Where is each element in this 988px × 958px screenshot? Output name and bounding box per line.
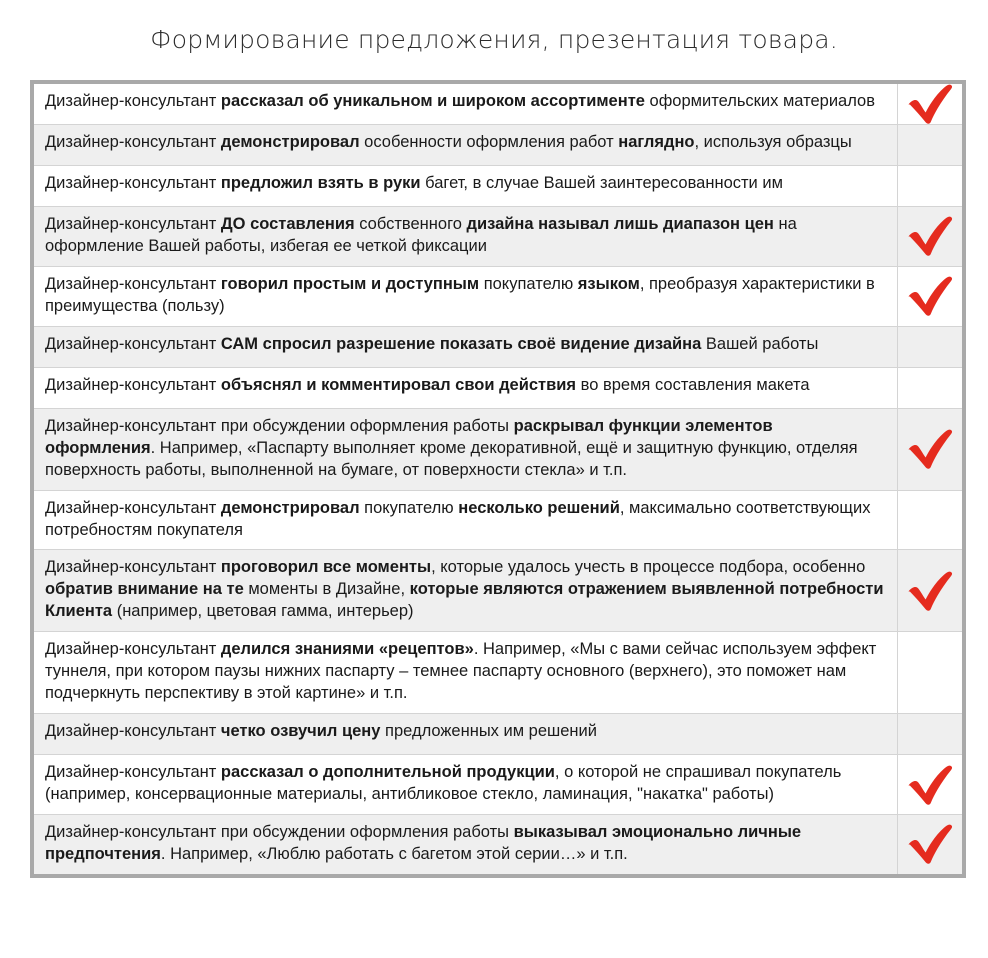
red-checkmark-icon xyxy=(907,84,953,124)
checklist-item-text xyxy=(34,491,898,550)
normal-text: Дизайнер-консультант xyxy=(45,375,221,394)
normal-text: , о которой не спрашивал покупатель (например, консервационные материалы, антибликовое стекло, ламинация, "накатка" работы) xyxy=(45,763,842,803)
checkmark-cell[interactable] xyxy=(898,714,962,754)
normal-text: , максимально соответствующих потребностям покупателя xyxy=(45,498,871,539)
emphasis-text: проговорил все моменты xyxy=(220,558,432,577)
emphasis-text: рассказал о дополнительной продукции xyxy=(220,763,555,782)
checkmark-cell[interactable] xyxy=(898,207,962,266)
emphasis-text: предложил взять в руки xyxy=(220,174,421,192)
checkmark-cell[interactable] xyxy=(898,125,962,165)
normal-text: моменты в Дизайне, xyxy=(243,580,410,599)
normal-text: на оформление Вашей работы, избегая ее четкой фиксации xyxy=(45,215,797,255)
emphasis-text: выказывал эмоционально личные предпочтения xyxy=(45,822,802,863)
normal-text: Дизайнер-консультант xyxy=(45,498,221,517)
checklist-table xyxy=(30,80,966,878)
normal-text: . Например, «Люблю работать с багетом этой серии…» и т.п. xyxy=(160,844,628,863)
checkmark-cell[interactable] xyxy=(898,166,962,206)
normal-text: Дизайнер-консультант xyxy=(45,722,221,741)
checklist-row[interactable] xyxy=(34,207,962,267)
checklist-row[interactable] xyxy=(34,267,962,327)
checklist-row[interactable] xyxy=(34,409,962,491)
checklist-row[interactable] xyxy=(34,125,962,166)
red-checkmark-icon xyxy=(907,276,953,316)
checklist-item-text xyxy=(34,207,898,266)
checkmark-cell[interactable] xyxy=(898,491,962,550)
red-checkmark-icon xyxy=(907,824,953,864)
normal-text: (например, цветовая гамма, интерьер) xyxy=(112,602,414,621)
emphasis-text: объяснял и комментировал свои действия xyxy=(220,375,577,394)
checklist-row[interactable] xyxy=(34,632,962,714)
checklist-item-text xyxy=(34,550,898,631)
normal-text: Дизайнер-консультант xyxy=(45,640,221,659)
checklist-row[interactable] xyxy=(34,327,962,368)
normal-text: Дизайнер-консультант xyxy=(45,133,221,151)
checklist-item-text xyxy=(34,815,898,874)
red-checkmark-icon xyxy=(907,216,953,256)
checklist-row[interactable] xyxy=(34,84,962,125)
checklist-item-text xyxy=(34,327,898,367)
emphasis-text: демонстрировал xyxy=(220,133,360,151)
normal-text: покупателю xyxy=(479,274,578,293)
checklist-item-text xyxy=(34,632,898,713)
checklist-item-text xyxy=(34,714,898,754)
emphasis-text: ДО составления xyxy=(220,215,355,233)
emphasis-text: дизайна называл лишь диапазон цен xyxy=(466,215,774,233)
normal-text: , преобразуя характеристики в преимущества (пользу) xyxy=(45,274,875,315)
normal-text: покупателю xyxy=(359,498,459,517)
checklist-row[interactable] xyxy=(34,491,962,551)
normal-text: багет, в случае Вашей заинтересованности им xyxy=(420,174,783,192)
checklist-row[interactable] xyxy=(34,714,962,755)
checkmark-cell[interactable] xyxy=(898,368,962,408)
normal-text: собственного xyxy=(354,215,467,233)
checklist-item-text xyxy=(34,409,898,490)
emphasis-text: САМ спросил разрешение показать своё видение дизайна xyxy=(220,334,702,353)
checkmark-cell[interactable] xyxy=(898,550,962,631)
checklist-row[interactable] xyxy=(34,550,962,632)
emphasis-text: которые являются отражением выявленной потребности Клиента xyxy=(45,580,884,621)
checklist-item-text xyxy=(34,267,898,326)
emphasis-text: обратив внимание на те xyxy=(45,580,244,599)
checklist-row[interactable] xyxy=(34,166,962,207)
normal-text: предложенных им решений xyxy=(380,722,597,741)
normal-text: Дизайнер-консультант xyxy=(45,274,221,293)
checklist-item-text xyxy=(34,368,898,408)
emphasis-text: делился знаниями «рецептов» xyxy=(220,640,474,659)
emphasis-text: наглядно xyxy=(618,133,695,151)
red-checkmark-icon xyxy=(907,429,953,469)
emphasis-text: языком xyxy=(577,274,640,293)
checkmark-cell[interactable] xyxy=(898,815,962,874)
red-checkmark-icon xyxy=(907,571,953,611)
normal-text: , используя образцы xyxy=(694,133,852,151)
normal-text: Дизайнер-консультант xyxy=(45,174,221,192)
emphasis-text: четко озвучил цену xyxy=(220,722,381,741)
checkmark-cell[interactable] xyxy=(898,267,962,326)
normal-text: Дизайнер-консультант при обсуждении оформления работы xyxy=(45,822,514,841)
checklist-item-text xyxy=(34,84,898,124)
normal-text: во время составления макета xyxy=(576,375,810,394)
checklist-item-text xyxy=(34,755,898,814)
normal-text: Дизайнер-консультант xyxy=(45,763,221,782)
emphasis-text: демонстрировал xyxy=(220,498,360,517)
checklist-item-text xyxy=(34,166,898,206)
checklist-row[interactable] xyxy=(34,815,962,874)
normal-text: . Например, «Мы с вами сейчас используем эффект туннеля, при котором паузы нижних паспарту – темнее паспарту основного (верхнего), это поможет нам подчеркнуть перспективу в этой картине» и т.п. xyxy=(45,640,877,703)
checkmark-cell[interactable] xyxy=(898,84,962,124)
normal-text: Дизайнер-консультант xyxy=(45,558,221,577)
normal-text: . Например, «Паспарту выполняет кроме декоративной, ещё и защитную функцию, отделяя поверхность работы, выполненной на бумаге, от поверхности стекла» и т.п. xyxy=(45,438,858,479)
emphasis-text: несколько решений xyxy=(458,498,620,517)
normal-text: Вашей работы xyxy=(701,334,819,353)
emphasis-text: рассказал об уникальном и широком ассортименте xyxy=(220,92,645,110)
checkmark-cell[interactable] xyxy=(898,755,962,814)
normal-text: оформительских материалов xyxy=(644,92,875,110)
normal-text: особенности оформления работ xyxy=(359,133,619,151)
normal-text: Дизайнер-консультант xyxy=(45,215,221,233)
normal-text: Дизайнер-консультант xyxy=(45,334,221,353)
emphasis-text: раскрывал функции элементов оформления xyxy=(45,416,773,457)
normal-text: Дизайнер-консультант при обсуждении оформления работы xyxy=(45,416,514,435)
normal-text: , которые удалось учесть в процессе подбора, особенно xyxy=(431,558,866,577)
checklist-row[interactable] xyxy=(34,368,962,409)
page-title: Формирование предложения, презентация товара. xyxy=(150,25,838,54)
checkmark-cell[interactable] xyxy=(898,632,962,713)
checkmark-cell[interactable] xyxy=(898,409,962,490)
checklist-item-text xyxy=(34,125,898,165)
normal-text: Дизайнер-консультант xyxy=(45,92,221,110)
emphasis-text: говорил простым и доступным xyxy=(220,274,480,293)
checkmark-cell[interactable] xyxy=(898,327,962,367)
red-checkmark-icon xyxy=(907,765,953,805)
checklist-row[interactable] xyxy=(34,755,962,815)
